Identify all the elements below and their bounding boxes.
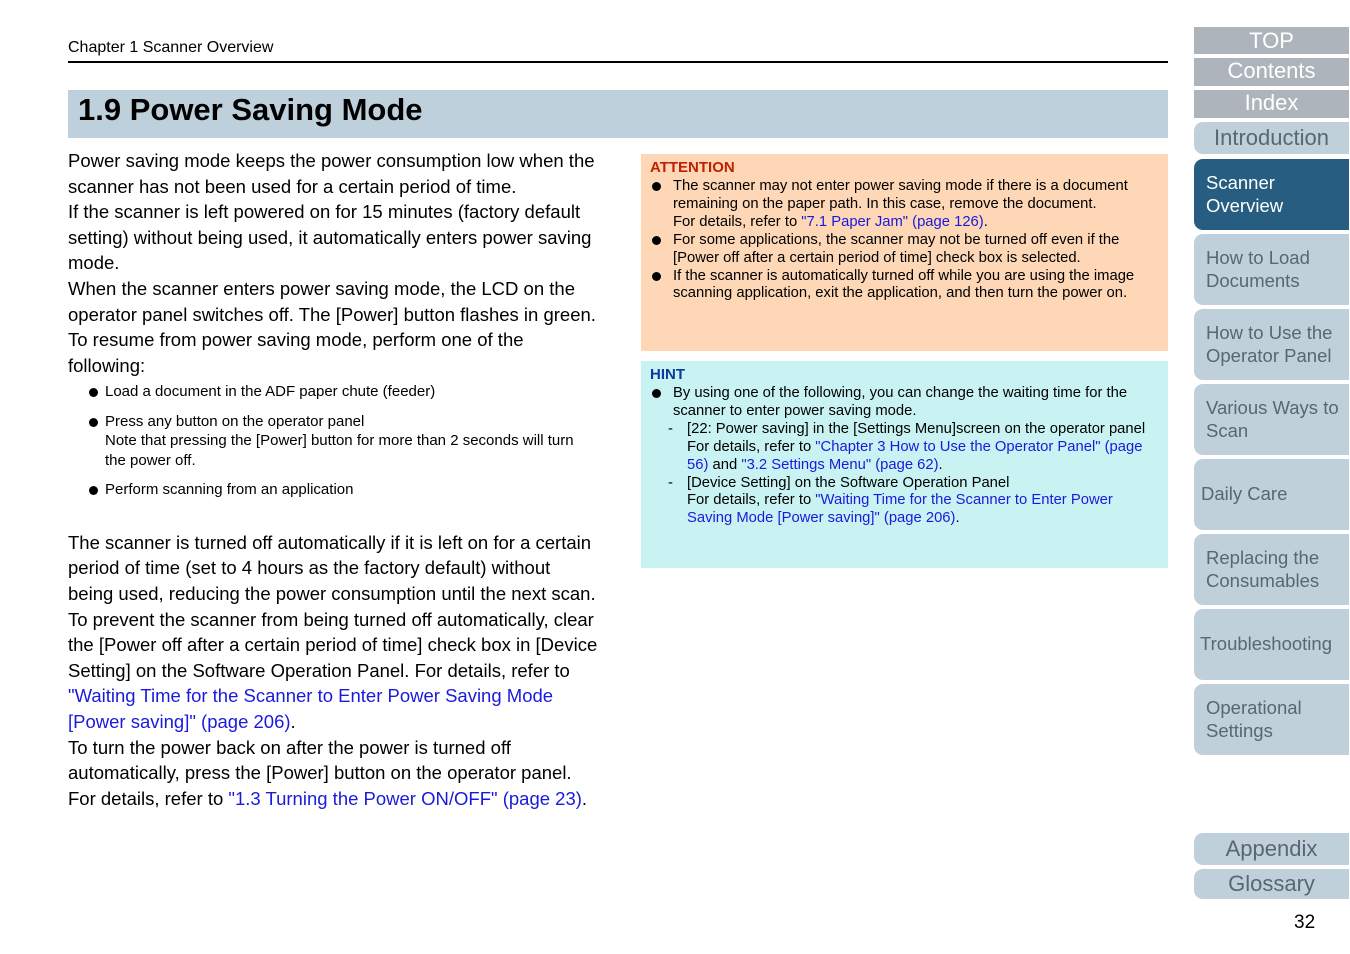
nav-contents-button[interactable]: Contents: [1194, 58, 1349, 86]
bullet-icon: [89, 486, 98, 495]
link-turning-power[interactable]: "1.3 Turning the Power ON/OFF" (page 23): [228, 787, 582, 809]
chapter-label: Chapter 1 Scanner Overview: [68, 39, 274, 56]
nav-index-button[interactable]: Index: [1194, 90, 1349, 118]
bullet-icon: [652, 236, 661, 245]
attention-box: [641, 154, 1168, 351]
page-title: 1.9 Power Saving Mode: [78, 92, 423, 127]
tab-appendix[interactable]: Appendix: [1194, 833, 1349, 865]
tab-troubleshooting[interactable]: Troubleshooting: [1194, 609, 1349, 680]
bullet-icon: [652, 272, 661, 281]
title-band: [68, 90, 1168, 138]
bullet-icon: [652, 182, 661, 191]
hint-title: HINT: [650, 366, 685, 383]
link-paper-jam[interactable]: "7.1 Paper Jam" (page 126): [801, 213, 984, 230]
list-item: Load a document in the ADF paper chute (feeder): [68, 382, 598, 402]
paragraph-6: To prevent the scanner from being turned off automatically, clear the [Power off after a certain period of time] check box in [Device Setting] on the Software Operation Panel. For details, refer to "Waiting Time for the Scanner to Enter Power Saving Mode [Power saving]" (page 206).: [68, 608, 598, 732]
hint-sub-item: - [Device Setting] on the Software Operation Panel For details, refer to "Waiting Time for the Scanner to Enter Power Saving Mode [Power saving]" (page 206).: [668, 474, 1113, 527]
link-settings-menu[interactable]: "3.2 Settings Menu" (page 62): [741, 456, 939, 473]
page-number: 32: [1294, 912, 1316, 933]
list-item: Press any button on the operator panel Note that pressing the [Power] button for more than 2 seconds will turn the power off.: [68, 412, 598, 471]
paragraph-1: Power saving mode keeps the power consumption low when the scanner has not been used for a certain period of time.: [68, 150, 595, 197]
tab-ways-to-scan[interactable]: Various Ways to Scan: [1194, 384, 1349, 455]
tab-operator-panel[interactable]: How to Use the Operator Panel: [1194, 309, 1349, 380]
tab-how-to-load-documents[interactable]: How to Load Documents: [1194, 234, 1349, 305]
link-waiting-time-hint[interactable]: "Waiting Time for the Scanner to Enter Power Saving Mode [Power saving]" (page 206): [687, 492, 1113, 527]
list-item: If the scanner is automatically turned off while you are using the image scanning application, exit the application, and then turn the power on.: [650, 268, 1158, 304]
resume-list: [68, 382, 598, 500]
link-waiting-time[interactable]: "Waiting Time for the Scanner to Enter Power Saving Mode [Power saving]" (page 206): [68, 685, 554, 732]
header-divider: [68, 61, 1168, 63]
bullet-icon: [652, 389, 661, 398]
paragraph-3: When the scanner enters power saving mode, the LCD on the operator panel switches off. The [Power] button flashes in green.: [68, 277, 596, 325]
dash-marker: -: [668, 420, 673, 437]
main-content: [68, 148, 598, 811]
nav-top-button[interactable]: TOP: [1194, 27, 1349, 54]
tab-daily-care[interactable]: Daily Care: [1194, 459, 1349, 530]
attention-title: ATTENTION: [650, 159, 735, 176]
list-item: For some applications, the scanner may not be turned off even if the [Power off after a certain period of time] check box is selected.: [650, 232, 1158, 268]
tab-scanner-overview[interactable]: Scanner Overview: [1194, 159, 1349, 230]
paragraph-7: To turn the power back on after the power is turned off automatically, press the [Power] button on the operator panel. For details, refer to "1.3 Turning the Power ON/OFF" (page 23).: [68, 736, 588, 809]
bullet-icon: [89, 388, 98, 397]
paragraph-5: The scanner is turned off automatically if it is left on for a certain period of time (set to 4 hours as the factory default) without being used, reducing the power consumption until the next scan.: [68, 531, 596, 605]
list-item-note: Note that pressing the [Power] button for more than 2 seconds will turn the power off.: [105, 432, 574, 469]
tab-glossary[interactable]: Glossary: [1194, 869, 1349, 899]
paragraph-2: If the scanner is left powered on for 15 minutes (factory default setting) without being used, it automatically enters power saving mode.: [68, 201, 592, 274]
tab-operational-settings[interactable]: Operational Settings: [1194, 684, 1349, 755]
list-item: Perform scanning from an application: [68, 480, 598, 500]
list-item: The scanner may not enter power saving mode if there is a document remaining on the paper path. In this case, remove the document. For details, refer to "7.1 Paper Jam" (page 126).: [650, 178, 1158, 232]
hint-box: [641, 361, 1168, 568]
dash-marker: -: [668, 474, 673, 491]
link-operator-panel-chapter[interactable]: "Chapter 3 How to Use the Operator Panel" (page 56): [687, 438, 1143, 473]
paragraph-4: To resume from power saving mode, perform one of the following:: [68, 329, 524, 376]
hint-sub-item: - [22: Power saving] in the [Settings Menu]screen on the operator panel For details, refer to "Chapter 3 How to Use the Operator Panel" (page 56) and "3.2 Settings Menu" (page 62).: [668, 420, 1146, 473]
tab-replacing-consumables[interactable]: Replacing the Consumables: [1194, 534, 1349, 605]
bullet-icon: [89, 418, 98, 427]
tab-introduction[interactable]: Introduction: [1194, 122, 1349, 154]
list-item: By using one of the following, you can change the waiting time for the scanner to enter power saving mode.: [650, 385, 1158, 421]
